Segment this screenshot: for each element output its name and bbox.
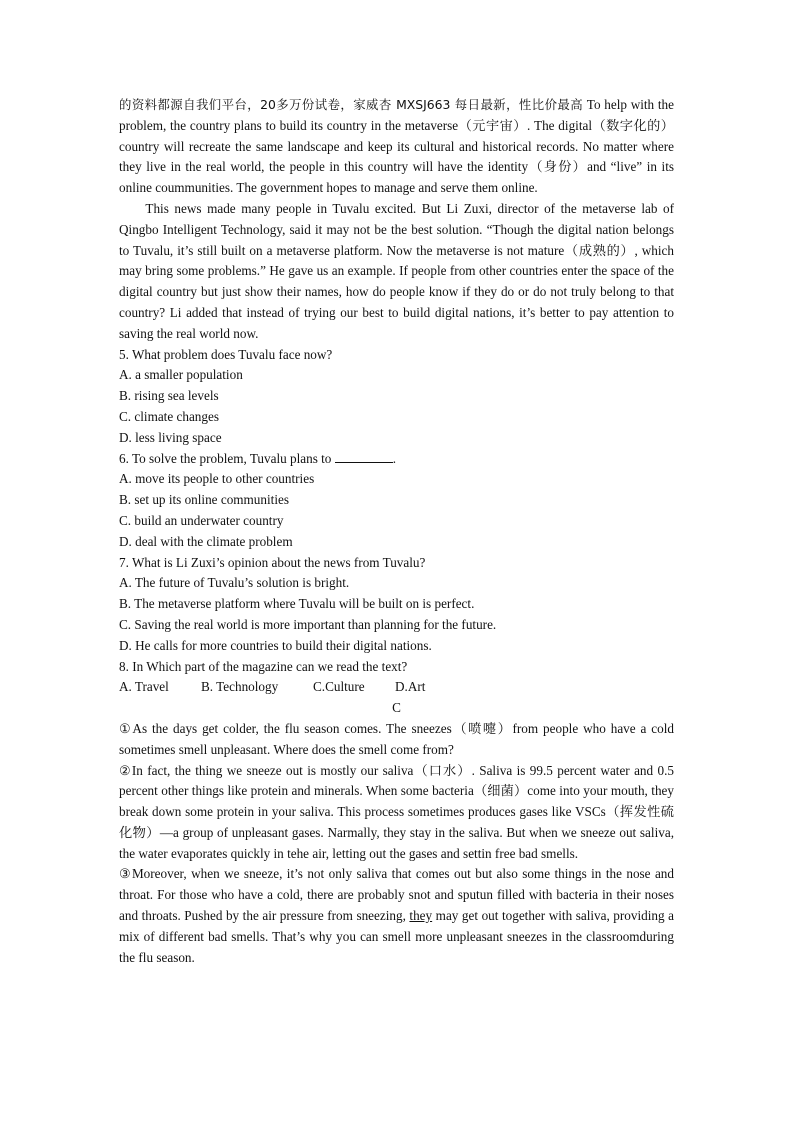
question-6-stem-end: . (392, 450, 396, 466)
underlined-word-they: they (409, 908, 433, 924)
question-5-option-c: C. climate changes (119, 408, 219, 424)
question-8-option-c: C.Culture (313, 679, 365, 695)
question-5 (119, 345, 674, 449)
question-8-option-b: B. Technology (201, 679, 279, 695)
watermark-text: 的资料都源自我们平台，20多万份试卷，家威杏 MXSJ663 每日最新，性比价最高 (119, 97, 584, 112)
passage-b-paragraph-1 (119, 95, 674, 199)
question-5-stem: 5. What problem does Tuvalu face now? (119, 346, 333, 362)
question-6-option-d: D. deal with the climate problem (119, 533, 293, 549)
passage-b-paragraph-1-text: To help with the problem, the country plans to build its country in the metaverse（元宇宙）. The digital（数字化的）country will recreate the same landscape and keep its cultural and historical records. No matter where they live in the real world, the people in this country will have the identity（身份）and “live” in its online coummunities. The government hopes to manage and serve them online. (119, 97, 674, 196)
question-6-stem-line (119, 449, 674, 470)
passage-c-paragraph-3 (119, 864, 674, 968)
question-5-option-a: A. a smaller population (119, 367, 243, 383)
passage-c-paragraph-2: ②In fact, the thing we sneeze out is mostly our saliva（口水）. Saliva is 99.5 percent water and 0.5 percent other things like protein and minerals. When some bacteria（细菌）come into your mouth, they break down some protein in your saliva. This process sometimes produces gases like VSCs（挥发性硫化物）—a group of unpleasant gases. Narmally, they stay in the saliva. But when we sneeze out saliva, the water evaporates quickly in tehe air, letting out the gases and settin free bad smells. (119, 762, 674, 861)
question-5-option-b: B. rising sea levels (119, 388, 219, 404)
question-6 (119, 449, 674, 553)
question-8-option-a: A. Travel (119, 679, 169, 695)
question-7-stem: 7. What is Li Zuxi’s opinion about the news from Tuvalu? (119, 554, 426, 570)
question-8 (119, 657, 674, 699)
question-8-options (119, 677, 674, 698)
document-body (119, 95, 674, 968)
question-6-option-a: A. move its people to other countries (119, 471, 315, 487)
passage-c-paragraph-3-start: ③Moreover, when we sneeze, it’s not only saliva that comes out but also some things in the nose and throat. For those who have a cold, there are probably snot and sputun filled with bacteria in their noses and throats. Pushed by the air pressure from sneezing, (119, 866, 674, 924)
question-8-option-d: D.Art (395, 679, 426, 695)
question-7-option-d: D. He calls for more countries to build their digital nations. (119, 637, 432, 653)
question-7-option-a: A. The future of Tuvalu’s solution is bright. (119, 575, 350, 591)
question-7-option-b: B. The metaverse platform where Tuvalu will be built on is perfect. (119, 596, 475, 612)
question-8-stem: 8. In Which part of the magazine can we read the text? (119, 658, 408, 674)
answer-blank (335, 450, 393, 463)
question-7 (119, 553, 674, 657)
question-7-option-c: C. Saving the real world is more important than planning for the future. (119, 616, 497, 632)
passage-c-paragraph-1: ①As the days get colder, the flu season comes. The sneezes（喷嚏）from people who have a cold sometimes smell unpleasant. Where does the smell come from? (119, 720, 674, 757)
question-6-option-c: C. build an underwater country (119, 512, 284, 528)
passage-c-paragraph-3-end: may get out together with saliva, providing a mix of different bad smells. That’s why you can smell more unpleasant sneezes in the classroomduring the flu season. (119, 908, 674, 965)
question-6-stem: 6. To solve the problem, Tuvalu plans to (119, 450, 332, 466)
question-6-option-b: B. set up its online communities (119, 492, 289, 508)
passage-b-paragraph-2: This news made many people in Tuvalu excited. But Li Zuxi, director of the metaverse lab of Qingbo Intelligent Technology, said it may not be the best solution. “Though the digital nation belongs to Tuvalu, it’s still built on a metaverse platform. Now the metaverse is not mature（成熟的）, which may bring some problems.” He gave us an example. If people from other countries enter the space of the digital country but just show their names, how do people know if they do or do not truly belong to that country? Li added that instead of trying our best to build digital nations, it’s better to pay attention to saving the real world now. (119, 200, 674, 341)
question-5-option-d: D. less living space (119, 429, 222, 445)
passage-c-heading: C (392, 700, 401, 716)
